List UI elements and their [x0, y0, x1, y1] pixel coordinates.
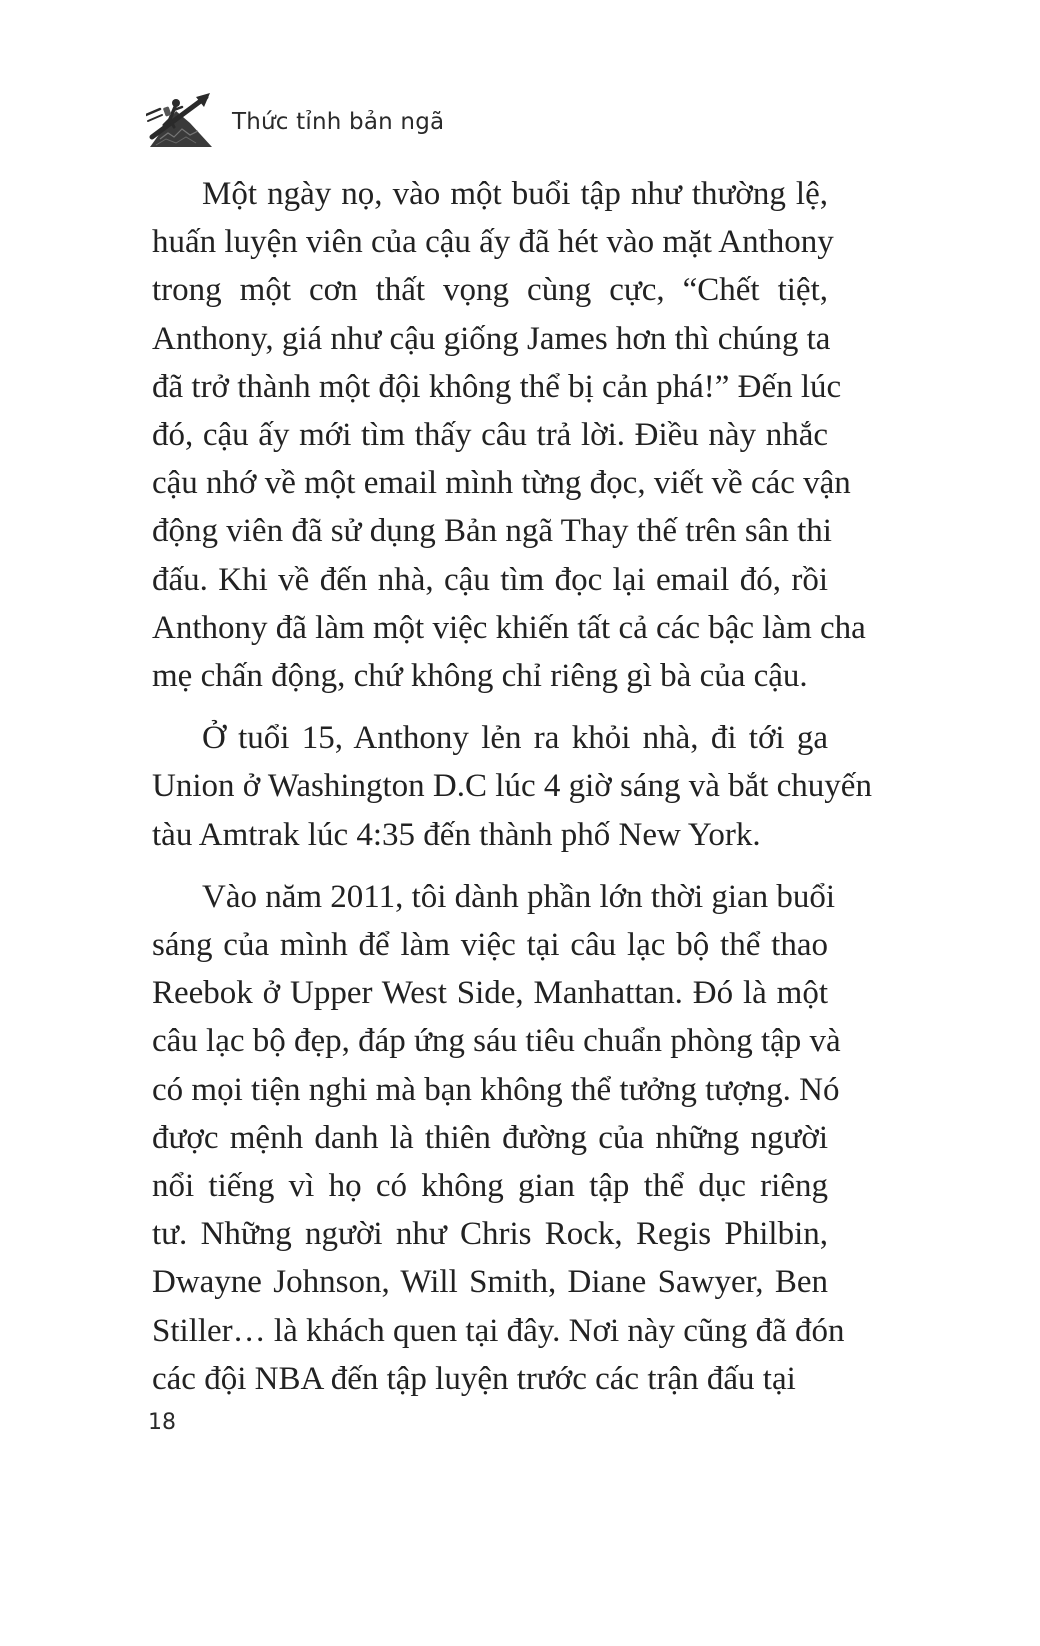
- text-line: nổi tiếng vì họ có không gian tập thể dục riêng: [152, 1168, 828, 1205]
- paragraph: [152, 873, 845, 1403]
- text-line: Một ngày nọ, vào một buổi tập như thường lệ,: [202, 176, 828, 212]
- page-number: 18: [148, 1410, 176, 1435]
- running-header: [146, 88, 444, 148]
- text-line: Ở tuổi 15, Anthony lẻn ra khỏi nhà, đi tới ga: [202, 720, 828, 757]
- text-line: đấu. Khi về đến nhà, cậu tìm đọc lại email đó, rồi: [152, 561, 828, 598]
- text-line: có mọi tiện nghi mà bạn không thể tưởng tượng. Nó: [152, 1071, 840, 1108]
- paragraph: [152, 170, 866, 700]
- text-line: câu lạc bộ đẹp, đáp ứng sáu tiêu chuẩn phòng tập và: [152, 1023, 841, 1060]
- text-line: cậu nhớ về một email mình từng đọc, viết về các vận: [152, 465, 851, 502]
- text-line: trong một cơn thất vọng cùng cực, “Chết tiệt,: [152, 272, 828, 309]
- text-line: tàu Amtrak lúc 4:35 đến thành phố New York.: [152, 816, 761, 853]
- text-line: Anthony đã làm một việc khiến tất cả các bậc làm cha: [152, 609, 866, 646]
- text-line: đã trở thành một đội không thể bị cản phá!” Đến lúc: [152, 368, 842, 405]
- climber-mountain-arrow-icon: [146, 89, 214, 147]
- text-line: huấn luyện viên của cậu ấy đã hét vào mặt Anthony: [152, 224, 834, 261]
- text-line: sáng của mình để làm việc tại câu lạc bộ thể thao: [152, 927, 828, 964]
- text-line: Stiller… là khách quen tại đây. Nơi này cũng đã đón: [152, 1312, 845, 1349]
- text-line: Union ở Washington D.C lúc 4 giờ sáng và bắt chuyến: [152, 768, 872, 805]
- text-line: các đội NBA đến tập luyện trước các trận đấu tại: [152, 1360, 796, 1397]
- running-title: Thức tỉnh bản ngã: [232, 109, 445, 135]
- text-line: đó, cậu ấy mới tìm thấy câu trả lời. Điều này nhắc: [152, 417, 828, 454]
- text-line: tư. Những người như Chris Rock, Regis Philbin,: [152, 1216, 828, 1253]
- text-line: được mệnh danh là thiên đường của những người: [152, 1119, 828, 1156]
- text-line: Anthony, giá như cậu giống James hơn thì chúng ta: [152, 320, 831, 357]
- text-line: Reebok ở Upper West Side, Manhattan. Đó là một: [152, 975, 828, 1012]
- text-line: động viên đã sử dụng Bản ngã Thay thế trên sân thi: [152, 513, 832, 550]
- text-line: Dwayne Johnson, Will Smith, Diane Sawyer, Ben: [152, 1264, 828, 1301]
- body-text: [152, 170, 872, 1417]
- paragraph: [152, 714, 872, 859]
- text-line: Vào năm 2011, tôi dành phần lớn thời gian buổi: [202, 878, 836, 915]
- text-line: mẹ chấn động, chứ không chỉ riêng gì bà của cậu.: [152, 658, 808, 695]
